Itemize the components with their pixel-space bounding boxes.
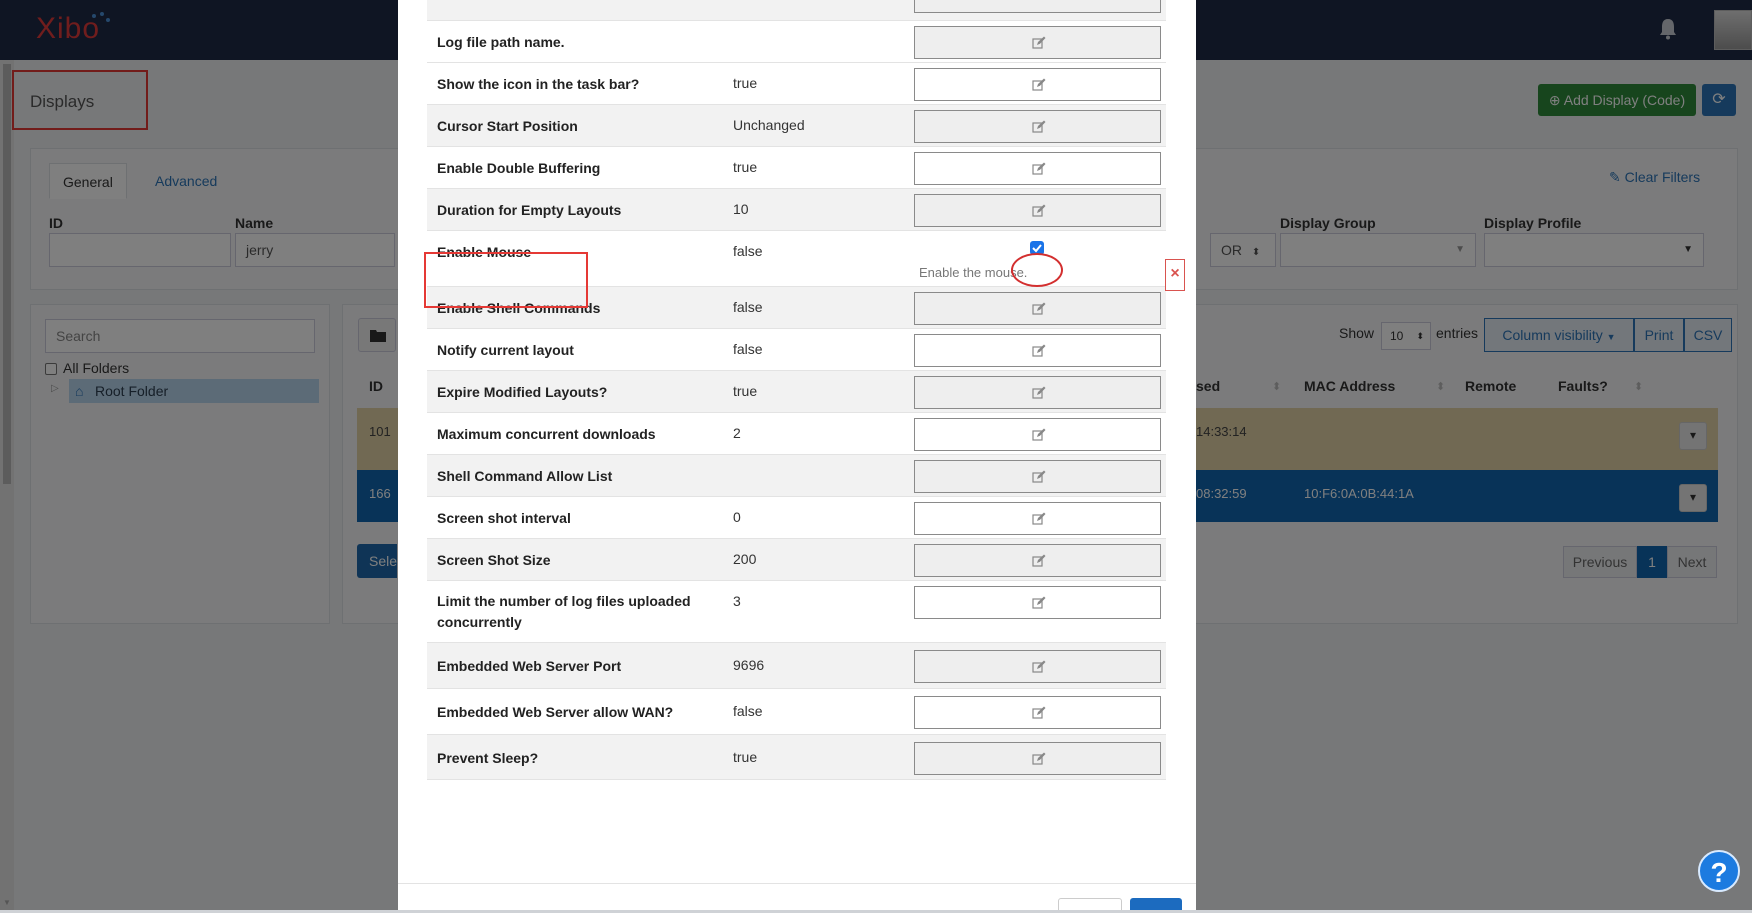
pencil-icon	[1032, 204, 1046, 218]
setting-edit-field[interactable]	[914, 650, 1161, 683]
setting-value: true	[733, 159, 758, 175]
setting-value: 200	[733, 551, 757, 567]
setting-name: Enable Mouse	[437, 244, 532, 260]
pencil-icon	[1032, 386, 1046, 400]
pencil-icon	[1032, 660, 1046, 674]
setting-name: Duration for Empty Layouts	[437, 202, 622, 218]
pencil-icon	[1032, 554, 1046, 568]
setting-value: 10	[733, 201, 749, 217]
pencil-icon	[1032, 706, 1046, 720]
pencil-icon	[1032, 512, 1046, 526]
setting-edit-field[interactable]	[914, 26, 1161, 59]
remove-override-button[interactable]	[1165, 259, 1185, 291]
setting-edit-field[interactable]	[914, 544, 1161, 577]
settings-row	[427, 734, 1166, 780]
setting-value: true	[733, 75, 758, 91]
setting-name: Embedded Web Server allow WAN?	[437, 704, 674, 720]
pencil-icon	[1032, 752, 1046, 766]
pencil-icon	[1032, 36, 1046, 50]
setting-name: Screen Shot Size	[437, 552, 551, 568]
setting-edit-field[interactable]	[914, 696, 1161, 729]
setting-value: false	[733, 341, 763, 357]
pencil-icon	[1032, 120, 1046, 134]
setting-value: false	[733, 243, 763, 259]
pencil-icon	[1032, 596, 1046, 610]
settings-row	[427, 188, 1166, 230]
setting-name: Cursor Start Position	[437, 118, 578, 134]
setting-name: Expire Modified Layouts?	[437, 384, 608, 400]
pencil-icon	[1032, 344, 1046, 358]
setting-edit-field[interactable]	[914, 460, 1161, 493]
settings-row	[427, 146, 1166, 188]
setting-value: true	[733, 749, 758, 765]
pencil-icon	[1032, 78, 1046, 92]
setting-value: false	[733, 299, 763, 315]
setting-edit-field[interactable]	[914, 502, 1161, 535]
pencil-icon	[1032, 302, 1046, 316]
modal-footer-divider	[398, 883, 1196, 884]
question-icon: ?	[1710, 857, 1728, 888]
pencil-icon	[1032, 428, 1046, 442]
settings-row	[427, 496, 1166, 538]
setting-value: 3	[733, 593, 741, 609]
settings-row	[427, 62, 1166, 104]
setting-value: true	[733, 383, 758, 399]
setting-edit-field[interactable]	[914, 110, 1161, 143]
settings-row	[427, 538, 1166, 580]
setting-name: Log file path name.	[437, 34, 565, 50]
setting-name: Shell Command Allow List	[437, 468, 613, 484]
setting-help-text: Enable the mouse.	[919, 265, 1028, 280]
help-button[interactable]	[1698, 850, 1740, 892]
pencil-icon	[1032, 470, 1046, 484]
scroll-down-arrow-icon[interactable]: ▼	[3, 898, 11, 907]
setting-value: 9696	[733, 657, 765, 673]
settings-row	[427, 412, 1166, 454]
setting-edit-field[interactable]	[914, 194, 1161, 227]
setting-value: false	[733, 703, 763, 719]
settings-row	[427, 370, 1166, 412]
setting-name: Enable Double Buffering	[437, 160, 601, 176]
setting-value: Unchanged	[733, 117, 805, 133]
setting-edit-field[interactable]	[914, 68, 1161, 101]
setting-edit-field[interactable]	[914, 152, 1161, 185]
setting-edit-field[interactable]	[914, 742, 1161, 775]
annotation-circle-checkbox	[1011, 253, 1063, 287]
setting-name: Screen shot interval	[437, 510, 571, 526]
close-icon: ×	[1170, 265, 1180, 282]
setting-name: Maximum concurrent downloads	[437, 426, 656, 442]
settings-row-partial	[427, 0, 1166, 20]
setting-name: Show the icon in the task bar?	[437, 76, 640, 92]
setting-edit-field[interactable]	[914, 418, 1161, 451]
settings-row	[427, 688, 1166, 734]
settings-row	[427, 104, 1166, 146]
setting-edit-field[interactable]	[914, 334, 1161, 367]
setting-name: Limit the number of log files uploaded concurrently	[437, 593, 691, 630]
settings-row	[427, 642, 1166, 688]
settings-row	[427, 580, 1166, 642]
setting-name: Enable Shell Commands	[437, 300, 601, 316]
settings-row	[427, 328, 1166, 370]
setting-edit-field[interactable]	[914, 376, 1161, 409]
setting-value: 0	[733, 509, 741, 525]
setting-name: Prevent Sleep?	[437, 750, 539, 766]
annotation-highlight-enable-mouse	[424, 252, 588, 308]
setting-name: Notify current layout	[437, 342, 574, 358]
setting-edit-field[interactable]	[914, 0, 1161, 13]
settings-row	[427, 20, 1166, 62]
settings-row	[427, 454, 1166, 496]
pencil-icon	[1032, 162, 1046, 176]
setting-name: Embedded Web Server Port	[437, 658, 622, 674]
setting-edit-field[interactable]	[914, 586, 1161, 619]
setting-edit-field[interactable]	[914, 292, 1161, 325]
setting-value: 2	[733, 425, 741, 441]
